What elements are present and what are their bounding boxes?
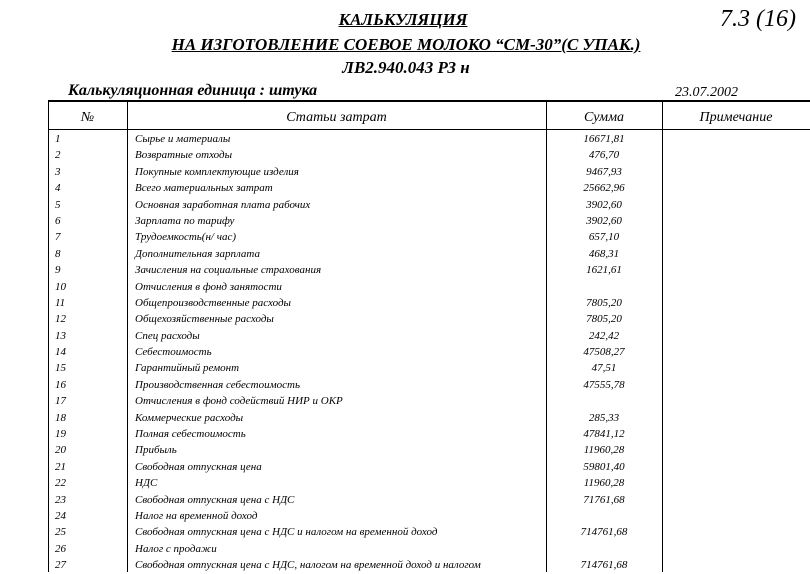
row-number: 4 [55,182,61,195]
table-header-border [48,129,810,130]
row-number: 5 [55,198,61,211]
table-row [0,360,810,376]
row-amount: 47,51 [591,362,617,375]
row-cost-item: Себестоимость [135,346,212,359]
table-row [0,557,810,573]
table-row [0,197,810,213]
cost-table-body [0,131,810,574]
table-row [0,180,810,196]
table-row [0,279,810,295]
row-cost-item: Дополнительная зарплата [135,247,260,260]
row-cost-item: НДС [135,477,158,490]
row-amount: 657,10 [588,231,620,244]
row-cost-item: Всего материальных затрат [135,182,273,195]
row-number: 18 [55,411,66,424]
row-number: 8 [55,247,61,260]
table-row [0,475,810,491]
row-number: 1 [55,133,61,145]
table-row [0,311,810,327]
row-number: 11 [55,296,66,309]
row-amount: 11960,28 [583,477,625,490]
row-number: 24 [55,509,66,522]
table-row [0,508,810,524]
row-cost-item: Общехозяйственные расходы [135,313,274,326]
row-cost-item: Прибыль [135,444,177,457]
table-row [0,246,810,262]
row-number: 19 [55,428,66,441]
row-amount: 47508,27 [583,346,625,359]
row-cost-item: Налог на временной доход [135,509,258,522]
row-amount: 7805,20 [586,313,622,326]
document-title: КАЛЬКУЛЯЦИЯ [338,10,468,29]
table-row [0,524,810,540]
row-amount: 11960,28 [583,444,625,457]
table-row [0,541,810,557]
table-row [0,295,810,311]
table-row [0,459,810,475]
row-cost-item: Зарплата по тарифу [135,214,235,227]
row-cost-item: Общепроизводственные расходы [135,296,291,309]
row-cost-item: Отчисления в фонд содействий НИР и ОКР [135,395,343,408]
table-row [0,147,810,163]
row-cost-item: Производственная себестоимость [135,378,300,391]
table-row [0,328,810,344]
row-amount: 59801,40 [583,460,625,473]
row-number: 3 [55,165,61,178]
row-cost-item: Свободная отпускная цена с НДС, налогом на временной доход и налогом [135,559,481,572]
table-row [0,442,810,458]
table-row [0,229,810,245]
column-header-item: Статьи затрат [286,110,387,125]
row-cost-item: Сырье и материалы [135,133,231,145]
row-cost-item: Трудоемкость(н/ час) [135,231,237,244]
row-number: 16 [55,378,66,391]
row-number: 20 [55,444,66,457]
row-cost-item: Свободная отпускная цена [135,460,262,473]
row-number: 23 [55,493,66,506]
table-row [0,344,810,360]
table-row [0,377,810,393]
table-row [0,213,810,229]
row-number: 10 [55,280,66,293]
row-amount: 714761,68 [580,526,628,539]
table-row [0,131,810,147]
column-header-note: Примечание [699,110,773,125]
row-cost-item: Покупные комплектующие изделия [135,165,299,178]
table-row [0,393,810,409]
row-amount: 9467,93 [586,165,622,178]
row-number: 13 [55,329,66,342]
row-cost-item: Гарантийный ремонт [135,362,240,375]
row-number: 7 [55,231,61,244]
row-number: 14 [55,346,66,359]
table-row [0,164,810,180]
row-cost-item: Возвратные отходы [135,149,233,162]
document-subtitle: НА ИЗГОТОВЛЕНИЕ СОЕВОЕ МОЛОКО “СМ-30”(С УПАК.) [171,35,641,54]
row-amount: 7805,20 [586,296,622,309]
row-number: 27 [55,559,66,572]
table-row [0,426,810,442]
row-number: 12 [55,313,66,326]
table-top-border [48,100,810,102]
document-code: ЛВ2.940.043 РЗ н [342,58,470,77]
row-cost-item: Полная себестоимость [135,428,246,441]
row-cost-item: Отчисления в фонд занятости [135,280,282,293]
row-number: 9 [55,264,61,277]
row-number: 21 [55,460,66,473]
row-amount: 468,31 [588,247,620,260]
column-header-num: № [80,110,95,125]
row-amount: 71761,68 [583,493,625,506]
table-row [0,262,810,278]
row-number: 6 [55,214,61,227]
row-amount: 1621,61 [586,264,622,277]
row-number: 25 [55,526,66,539]
document-date: 23.07.2002 [675,85,738,100]
row-cost-item: Налог с продажи [135,542,217,555]
row-amount: 47555,78 [583,378,625,391]
row-amount: 25662,96 [583,182,625,195]
row-number: 26 [55,542,66,555]
row-cost-item: Спец расходы [135,329,200,342]
row-amount: 285,33 [588,411,620,424]
row-amount: 16671,81 [583,133,625,145]
calculation-unit: Калькуляционная единица : штука [68,82,318,99]
row-cost-item: Свободная отпускная цена с НДС и налогом на временной доход [135,526,438,539]
row-cost-item: Свободная отпускная цена с НДС [135,493,295,506]
table-row [0,492,810,508]
row-amount: 242,42 [588,329,620,342]
row-number: 17 [55,395,66,408]
page-number: 7.3 (16) [720,6,796,32]
row-number: 22 [55,477,66,490]
row-cost-item: Зачисления на социальные страхования [135,264,322,277]
column-header-sum: Сумма [583,110,625,125]
row-amount: 714761,68 [580,559,628,572]
row-amount: 3902,60 [586,198,622,211]
row-cost-item: Коммерческие расходы [135,411,244,424]
row-number: 15 [55,362,66,375]
row-amount: 476,70 [588,149,620,162]
row-amount: 47841,12 [583,428,625,441]
table-row [0,410,810,426]
row-number: 2 [55,149,61,162]
row-cost-item: Основная заработная плата рабочих [135,198,311,211]
row-amount: 3902,60 [586,214,622,227]
